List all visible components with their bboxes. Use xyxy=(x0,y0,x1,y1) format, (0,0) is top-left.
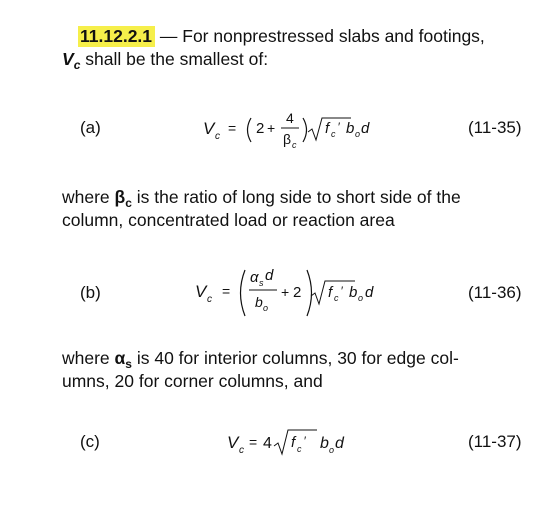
where-b-alpha-sub: s xyxy=(125,357,132,371)
eq-c-b-sub: o xyxy=(329,445,335,455)
eq-c-d: d xyxy=(335,435,344,452)
eq-b-den-sub: o xyxy=(263,303,269,313)
eq-c-sqrt xyxy=(274,430,317,454)
where-b-post: is 40 for interior columns, 30 for edge col- xyxy=(131,348,459,368)
eq-c-lhs: V xyxy=(227,433,239,452)
eq-a-label: (a) xyxy=(80,118,101,137)
eq-a-number: (11-35) xyxy=(468,118,522,137)
eq-b-alpha-sub: s xyxy=(259,278,264,288)
eq-a-sqrt xyxy=(308,118,351,140)
eq-b-paren-left xyxy=(241,270,246,316)
eq-b-den-b: b xyxy=(255,294,263,310)
intro-line-1 xyxy=(80,25,485,48)
eq-a-two: 2 xyxy=(256,120,265,137)
eq-c-prime: ′ xyxy=(304,434,307,448)
eq-c-lhs-sub: c xyxy=(239,445,244,456)
eq-a-equals: = xyxy=(228,120,237,136)
eq-a-lhs-sub: c xyxy=(215,131,220,142)
section-number: 11.12.2.1 xyxy=(78,26,155,47)
where-b-line-2: umns, 20 for corner columns, and xyxy=(62,371,323,391)
eq-a-paren-right xyxy=(303,118,307,142)
eq-b-prime: ′ xyxy=(341,284,344,298)
eq-c-formula xyxy=(225,418,385,466)
eq-a-fc-sub: c xyxy=(331,129,336,139)
eq-a-d: d xyxy=(361,120,370,137)
eq-c-label: (c) xyxy=(80,432,100,451)
eq-b-two: 2 xyxy=(293,284,302,301)
where-b-pre: where xyxy=(62,348,115,368)
eq-b-b: b xyxy=(349,284,358,301)
eq-b-b-sub: o xyxy=(358,293,364,303)
eq-a-numerator: 4 xyxy=(286,110,294,126)
eq-b-lhs-sub: c xyxy=(207,294,212,305)
eq-a-beta-sub: c xyxy=(292,140,297,150)
eq-b-d: d xyxy=(365,284,374,301)
intro-dash-text: — For nonprestressed slabs and footings, xyxy=(155,26,485,46)
eq-b-fc-sub: c xyxy=(334,293,339,303)
where-a-pre: where xyxy=(62,187,115,207)
eq-c-fc-sub: c xyxy=(297,444,302,454)
eq-b-number: (11-36) xyxy=(468,283,522,302)
where-a-beta: β xyxy=(114,187,126,207)
eq-a-plus: + xyxy=(267,120,276,136)
eq-b-num-d: d xyxy=(265,267,274,284)
eq-a-beta: β xyxy=(283,131,292,147)
eq-b-paren-right xyxy=(307,270,312,316)
intro-line-2 xyxy=(62,48,268,73)
vc-symbol: V xyxy=(62,49,74,69)
eq-c-fc: f xyxy=(291,434,296,451)
eq-a-lhs: V xyxy=(203,119,215,138)
eq-c-four: 4 xyxy=(263,435,272,452)
eq-a-prime: ′ xyxy=(338,120,341,134)
intro-line-2-text: shall be the smallest of: xyxy=(80,49,269,69)
eq-a-paren-left xyxy=(248,118,252,142)
eq-b-plus: + xyxy=(281,284,290,300)
where-a-post: is the ratio of long side to short side of the xyxy=(131,187,461,207)
eq-a-b-sub: o xyxy=(355,129,361,139)
eq-a-b: b xyxy=(346,120,355,137)
eq-c-b: b xyxy=(320,435,329,452)
vc-subscript: c xyxy=(73,58,81,72)
eq-b-lhs: V xyxy=(195,282,207,301)
eq-a-fc: f xyxy=(325,120,330,137)
where-b-line-1 xyxy=(62,347,459,372)
eq-b-fc: f xyxy=(328,284,333,301)
eq-c-number: (11-37) xyxy=(468,432,522,451)
eq-c-equals: = xyxy=(249,434,258,450)
where-b-alpha: α xyxy=(114,348,126,368)
where-a-beta-sub: c xyxy=(125,196,132,210)
eq-b-label: (b) xyxy=(80,283,101,302)
where-a-line-2: column, concentrated load or reaction area xyxy=(62,210,395,230)
eq-b-formula xyxy=(195,256,425,324)
eq-b-equals: = xyxy=(222,283,231,299)
eq-a-formula xyxy=(195,96,425,160)
eq-b-alpha: α xyxy=(250,269,259,286)
where-a-line-1 xyxy=(62,186,461,211)
